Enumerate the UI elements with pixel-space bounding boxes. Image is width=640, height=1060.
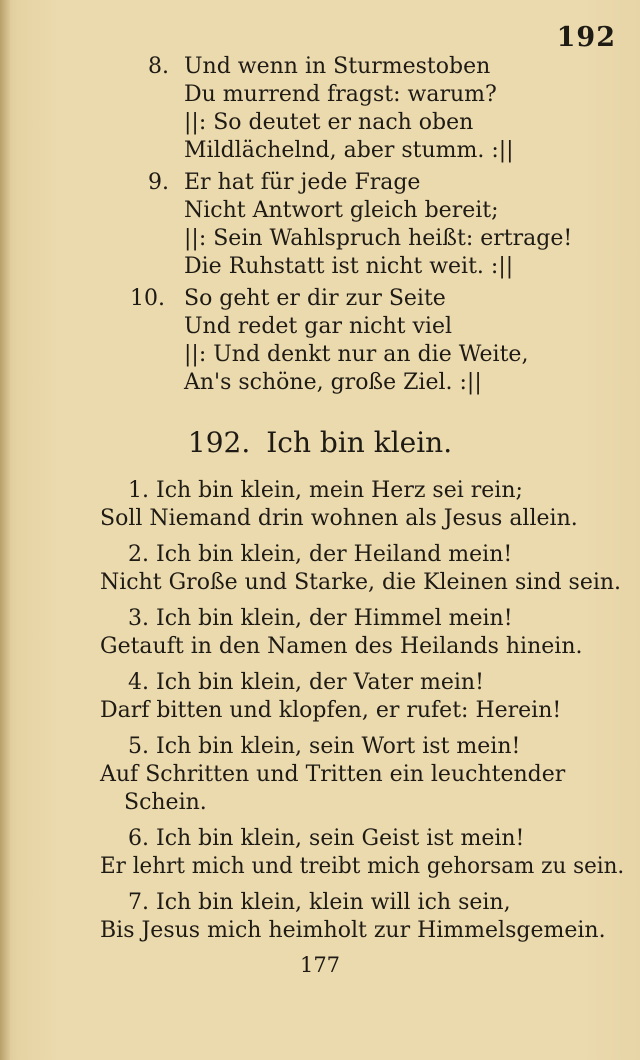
- verse-line: ||: So deutet er nach oben: [184, 110, 474, 135]
- verse-number: 10.: [130, 286, 165, 311]
- verse-first-line: [128, 734, 520, 760]
- verse-line: Mildlächelnd, aber stumm. :||: [184, 138, 514, 163]
- verse-line: Ich bin klein, der Vater mein!: [156, 670, 484, 695]
- verse-line: Er hat für jede Frage: [184, 170, 421, 195]
- verse-line: Ich bin klein, mein Herz sei rein;: [156, 478, 523, 503]
- running-hymn-number: 192: [556, 22, 616, 53]
- verse-first-line: [128, 826, 524, 852]
- verse-line: Schein.: [124, 790, 207, 815]
- verse-number: 9.: [148, 170, 169, 195]
- verse-line: Die Ruhstatt ist nicht weit. :||: [184, 254, 514, 279]
- verse-number: 1.: [128, 478, 149, 503]
- hymn-title: [0, 426, 640, 460]
- verse-number: 4.: [128, 670, 149, 695]
- verse-first-line: [128, 542, 512, 568]
- verse-line: Ich bin klein, sein Wort ist mein!: [156, 734, 521, 759]
- verse-line: Und redet gar nicht viel: [184, 314, 453, 339]
- verse-first-line: [128, 606, 513, 632]
- verse-line: Nicht Große und Starke, die Kleinen sind sein.: [100, 570, 622, 595]
- hymn-number: 192.: [187, 426, 251, 459]
- verse-number: 5.: [128, 734, 149, 759]
- verse-line: ||: Sein Wahlspruch heißt: ertrage!: [184, 226, 573, 251]
- verse-line: Du murrend fragst: warum?: [184, 82, 497, 107]
- verse-line: Nicht Antwort gleich bereit;: [184, 198, 499, 223]
- verse-line: Soll Niemand drin wohnen als Jesus allein.: [100, 506, 578, 531]
- verse-line: Und wenn in Sturmestoben: [184, 54, 491, 79]
- verse-number: 8.: [148, 54, 169, 79]
- verse-number: 2.: [128, 542, 149, 567]
- verse-line: ||: Und denkt nur an die Weite,: [184, 342, 529, 367]
- verse-line: An's schöne, große Ziel. :||: [184, 370, 482, 395]
- page-number: 177: [299, 953, 341, 977]
- verse-first-line: [128, 670, 484, 696]
- verse-number: 7.: [128, 890, 149, 915]
- verse-first-line: [128, 478, 523, 504]
- verse-line: Darf bitten und klopfen, er rufet: Herein!: [100, 698, 562, 723]
- hymn-title-text: Ich bin klein.: [266, 426, 453, 459]
- verse-line: Getauft in den Namen des Heilands hinein.: [100, 634, 583, 659]
- verse-line: Ich bin klein, der Heiland mein!: [156, 542, 513, 567]
- verse-line: So geht er dir zur Seite: [184, 286, 446, 311]
- verse-line: Er lehrt mich und treibt mich gehorsam zu sein.: [100, 854, 625, 879]
- verse-line: Ich bin klein, sein Geist ist mein!: [156, 826, 525, 851]
- verse-line: Bis Jesus mich heimholt zur Himmelsgemein.: [100, 918, 606, 943]
- verse-number: 3.: [128, 606, 149, 631]
- verse-line: Auf Schritten und Tritten ein leuchtender: [100, 762, 566, 787]
- verse-line: Ich bin klein, klein will ich sein,: [156, 890, 511, 915]
- verse-first-line: [128, 890, 511, 916]
- page-gutter: [0, 0, 10, 1060]
- verse-line: Ich bin klein, der Himmel mein!: [156, 606, 513, 631]
- verse-number: 6.: [128, 826, 149, 851]
